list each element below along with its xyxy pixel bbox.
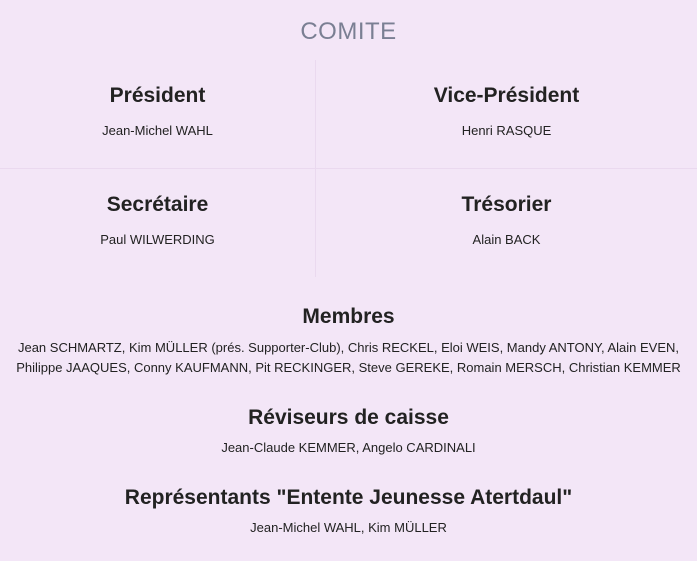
board-row	[0, 60, 697, 169]
board-cell-president	[0, 60, 315, 168]
role-title: Trésorier	[461, 193, 552, 216]
members-section	[0, 305, 697, 378]
board-row	[0, 169, 697, 277]
board-cell-secretary	[0, 169, 315, 277]
role-title: Président	[109, 84, 206, 107]
role-holder: Alain BACK	[472, 232, 541, 247]
role-title: Secrétaire	[106, 193, 209, 216]
role-holder: Jean-Michel WAHL	[102, 123, 213, 138]
members-heading: Membres	[302, 305, 395, 328]
page-title: COMITE	[300, 18, 397, 45]
representatives-heading: Représentants "Entente Jeunesse Atertdaul"	[124, 486, 573, 509]
role-holder: Henri RASQUE	[461, 123, 552, 138]
members-list: Jean SCHMARTZ, Kim MÜLLER (prés. Supporter-Club), Chris RECKEL, Eloi WEIS, Mandy ANTONY, Alain EVEN, Philippe JAAQUES, Conny KAUFMANN, Pit RECKINGER, Steve GEREKE, Romain MERSCH, Christian KEMMER	[16, 340, 681, 375]
role-holder: Paul WILWERDING	[100, 232, 215, 247]
representatives-section	[0, 486, 697, 538]
representatives-list: Jean-Michel WAHL, Kim MÜLLER	[250, 520, 447, 535]
board-grid	[0, 60, 697, 277]
auditors-section	[0, 406, 697, 458]
auditors-heading: Réviseurs de caisse	[248, 406, 449, 429]
auditors-list: Jean-Claude KEMMER, Angelo CARDINALI	[221, 440, 476, 455]
board-cell-treasurer	[315, 169, 697, 277]
role-title: Vice-Président	[433, 84, 580, 107]
board-cell-vice-president	[315, 60, 697, 168]
